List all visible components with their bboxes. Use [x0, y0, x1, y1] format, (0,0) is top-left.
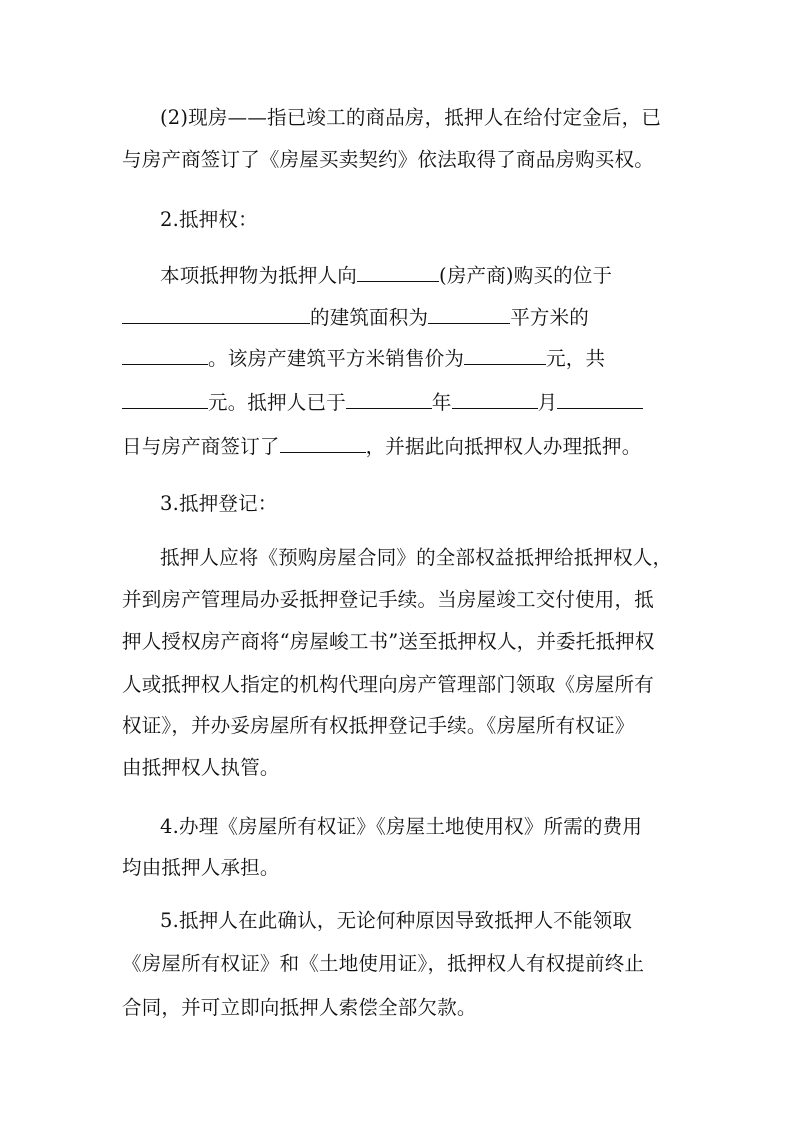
text-segment: 元。抵押人已于	[208, 391, 346, 414]
paragraph-line: 权证》，并办妥房屋所有权抵押登记手续。《房屋所有权证》	[122, 714, 635, 737]
fill-in-blank[interactable]	[280, 434, 366, 453]
fill-in-blank[interactable]	[122, 346, 208, 365]
paragraph-line: 人或抵押权人指定的机构代理向房产管理部门领取《房屋所有	[122, 673, 654, 696]
text-segment: 日与房产商签订了	[122, 435, 280, 458]
paragraph-line: 押人授权房产商将“房屋峻工书”送至抵押权人，并委托抵押权	[122, 630, 655, 653]
paragraph-line: 5.抵押人在此确认，无论何种原因导致抵押人不能领取	[160, 909, 633, 932]
fill-in-blank[interactable]	[557, 390, 643, 409]
text-segment: 元，共	[546, 347, 606, 370]
fill-in-blank[interactable]	[122, 390, 208, 409]
fill-in-blank[interactable]	[464, 346, 546, 365]
text-segment: 。该房产建筑平方米销售价为	[208, 347, 465, 370]
text-segment: 的建筑面积为	[310, 306, 429, 329]
paragraph-line: 与房产商签订了《房屋买卖契约》依法取得了商品房购买权。	[122, 148, 654, 171]
fill-in-blank[interactable]	[122, 305, 310, 324]
paragraph-line: 《房屋所有权证》和《土地使用证》，抵押权人有权提前终止	[122, 952, 645, 975]
paragraph-line	[160, 263, 720, 288]
paragraph-line	[122, 346, 682, 371]
text-segment: 本项抵押物为抵押人向	[160, 264, 358, 287]
text-segment: ，并据此向抵押权人办理抵押。	[365, 435, 642, 458]
text-segment: 平方米的	[510, 306, 590, 329]
text-segment: 月	[537, 391, 558, 414]
fill-in-blank[interactable]	[357, 263, 439, 282]
paragraph-line	[122, 305, 682, 330]
paragraph-line: 均由抵押人承担。	[122, 856, 280, 879]
section-heading: 3.抵押登记：	[160, 492, 278, 515]
paragraph-line: (2)现房——指已竣工的商品房，抵押人在给付定金后，已	[160, 106, 662, 129]
paragraph-line: 并到房产管理局办妥抵押登记手续。当房屋竣工交付使用，抵	[122, 588, 654, 611]
paragraph-line: 抵押人应将《预购房屋合同》的全部权益抵押给抵押权人，	[160, 546, 673, 569]
fill-in-blank[interactable]	[452, 390, 538, 409]
paragraph-line: 由抵押权人执管。	[122, 756, 280, 779]
text-segment: (房产商)购买的位于	[439, 264, 613, 287]
paragraph-line: 合同，并可立即向抵押人索偿全部欠款。	[122, 996, 477, 1019]
section-heading: 2.抵押权：	[160, 208, 258, 231]
fill-in-blank[interactable]	[428, 305, 510, 324]
text-segment: 年	[431, 391, 452, 414]
paragraph-line: 4.办理《房屋所有权证》《房屋土地使用权》所需的费用	[160, 815, 643, 838]
paragraph-line	[122, 434, 682, 459]
fill-in-blank[interactable]	[346, 390, 432, 409]
paragraph-line	[122, 390, 682, 415]
